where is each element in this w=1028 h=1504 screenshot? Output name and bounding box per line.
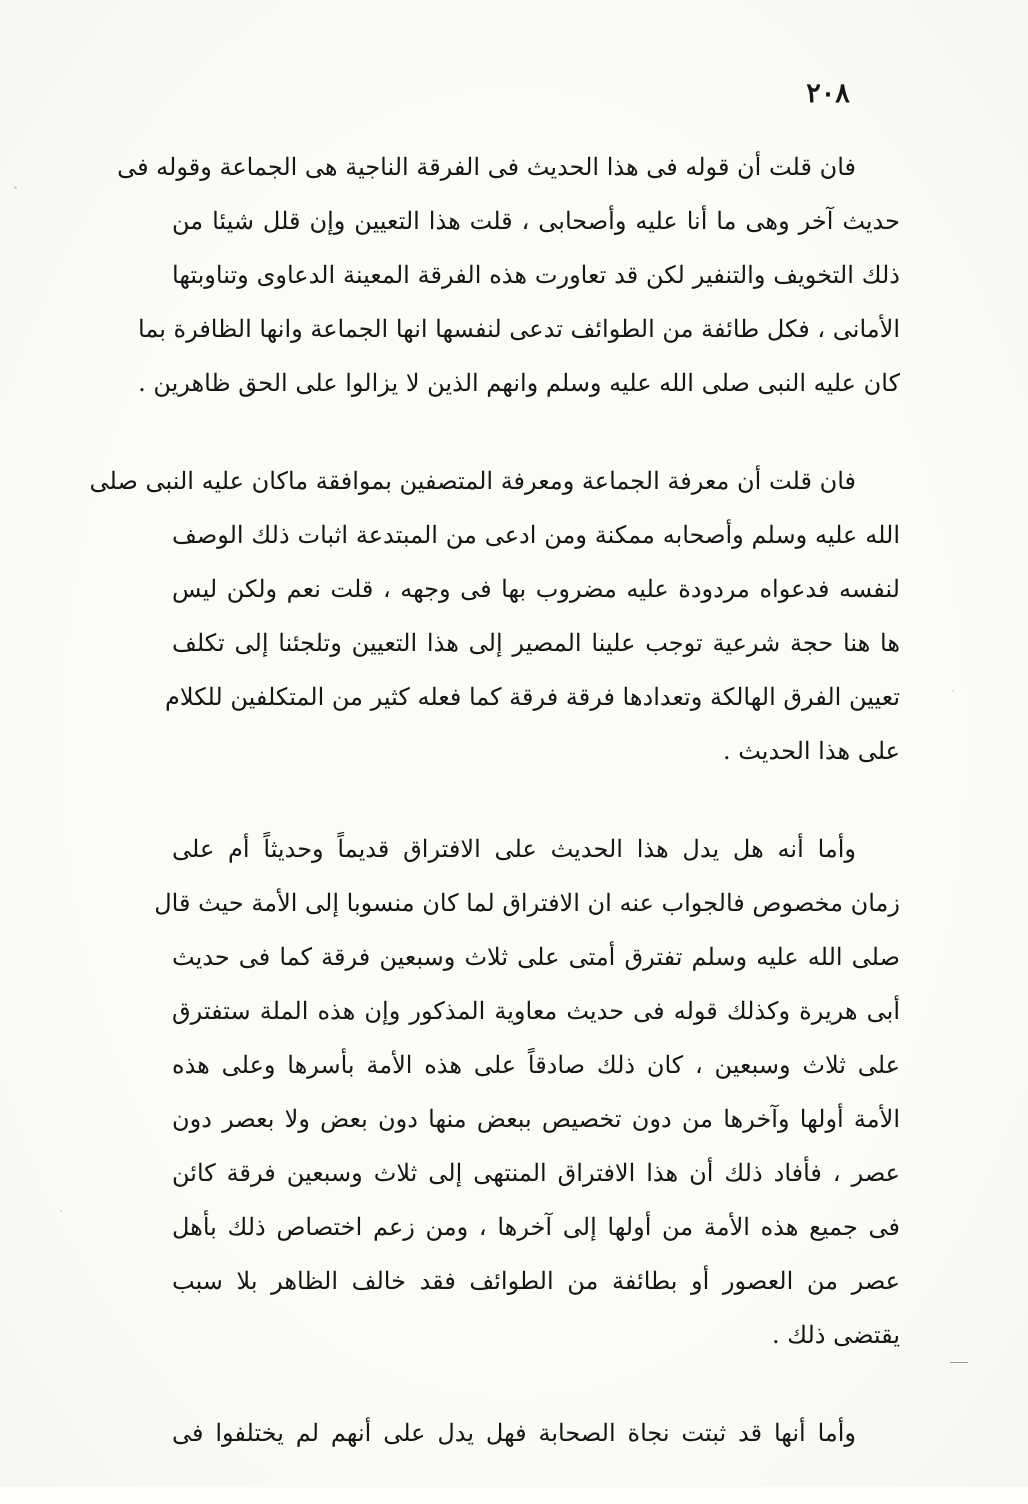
paragraph-4 <box>172 1406 900 1460</box>
text-line: عصر ، فأفاد ذلك أن هذا الافتراق المنتهى إلى ثلاث وسبعين فرقة كائن <box>172 1159 900 1187</box>
scan-speck <box>14 186 17 189</box>
text-line: صلى الله عليه وسلم تفترق أمتى على ثلاث وسبعين فرقة كما فى حديث <box>172 943 900 971</box>
scan-speck <box>60 1210 62 1212</box>
text-line: وأما أنه هل يدل هذا الحديث على الافتراق قديماً وحديثاً أم على <box>172 835 856 863</box>
text-line: الأمة أولها وآخرها من دون تخصيص ببعض منها دون بعض ولا بعصر دون <box>172 1105 900 1133</box>
text-line: أبى هريرة وكذلك قوله فى حديث معاوية المذكور وإن هذه الملة ستفترق <box>172 997 901 1025</box>
paragraph-1 <box>117 140 900 410</box>
text-line: زمان مخصوص فالجواب عنه ان الافتراق لما كان منسوبا إلى الأمة حيث قال <box>154 889 900 917</box>
text-line: كان عليه النبى صلى الله عليه وسلم وانهم الذين لا يزالوا على الحق ظاهرين . <box>138 369 900 397</box>
body-text <box>89 140 901 1504</box>
text-line: وأما أنها قد ثبتت نجاة الصحابة فهل يدل على أنهم لم يختلفوا فى <box>172 1419 856 1447</box>
text-line: عصر من العصور أو بطائفة من الطوائف فقد خالف الظاهر بلا سبب <box>172 1267 900 1295</box>
text-line: تعيين الفرق الهالكة وتعدادها فرقة فرقة كما فعله كثير من المتكلفين للكلام <box>165 683 900 711</box>
text-line: يقتضى ذلك . <box>772 1321 900 1349</box>
text-line: الله عليه وسلم وأصحابه ممكنة ومن ادعى من المبتدعة اثبات ذلك الوصف <box>172 521 900 549</box>
margin-mark <box>950 1362 968 1363</box>
text-line: على هذا الحديث . <box>722 737 900 765</box>
text-line: فان قلت أن معرفة الجماعة ومعرفة المتصفين بموافقة ماكان عليه النبى صلى <box>89 467 856 495</box>
text-line: ذلك التخويف والتنفير لكن قد تعاورت هذه الفرقة المعينة الدعاوى وتناوبتها <box>172 261 900 289</box>
text-line: لنفسه فدعواه مردودة عليه مضروب بها فى وجهه ، قلت نعم ولكن ليس <box>172 575 900 603</box>
paragraph-2 <box>89 454 900 778</box>
text-line: الأمانى ، فكل طائفة من الطوائف تدعى لنفسها انها الجماعة وانها الظافرة بما <box>138 315 900 343</box>
scan-speck <box>952 690 954 692</box>
text-line: فان قلت أن قوله فى هذا الحديث فى الفرقة الناجية هى الجماعة وقوله فى <box>117 153 856 181</box>
text-line: ها هنا حجة شرعية توجب علينا المصير إلى هذا التعيين وتلجئنا إلى تكلف <box>172 629 900 657</box>
text-line: حديث آخر وهى ما أنا عليه وأصحابى ، قلت هذا التعيين وإن قلل شيئا من <box>172 207 900 235</box>
paragraph-3 <box>154 822 901 1362</box>
text-line: فى جميع هذه الأمة من أولها إلى آخرها ، ومن زعم اختصاص ذلك بأهل <box>172 1213 900 1241</box>
text-line: على ثلاث وسبعين ، كان ذلك صادقاً على هذه الأمة بأسرها وعلى هذه <box>172 1051 900 1079</box>
page-number: ٢٠٨ <box>806 78 850 109</box>
